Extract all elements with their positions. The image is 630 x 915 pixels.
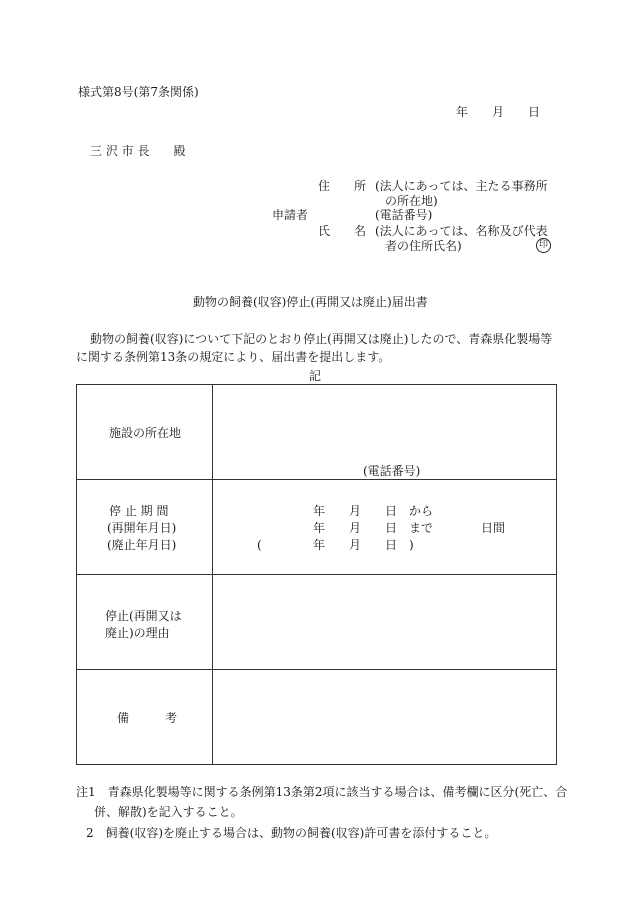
period-label-cell [77, 480, 213, 575]
document-title: 動物の飼養(収容)停止(再開又は廃止)届出書 [193, 295, 428, 309]
period-value-cell[interactable] [213, 480, 557, 575]
form-number: 様式第8号(第7条関係) [78, 85, 199, 99]
seal-mark-icon [536, 237, 551, 253]
table-row [77, 575, 557, 670]
period-days: 日間 [481, 521, 506, 535]
reason-label-1: 停止(再開又は [105, 609, 182, 623]
facility-location-label: 施設の所在地 [109, 426, 182, 440]
remarks-value-cell[interactable] [213, 670, 557, 765]
address-label: 住 所 [318, 179, 367, 193]
period-to: 年 月 日 まで [313, 521, 434, 535]
period-label-1: 停 止 期 間 [109, 504, 169, 518]
period-label-2: (再開年月日) [107, 521, 177, 535]
body-line-2: に関する条例第13条の規定により、届出書を提出します。 [76, 350, 391, 364]
seal-text: 印 [536, 238, 551, 253]
name-note-2: 者の住所氏名) [385, 239, 462, 253]
name-note-1: (法人にあっては、名称及び代表 [375, 224, 548, 238]
period-paren-open: ( [257, 538, 262, 552]
table-row [77, 480, 557, 575]
address-note-1: (法人にあっては、主たる事務所 [375, 179, 548, 193]
facility-location-label-cell [77, 385, 213, 480]
note-2: 2 飼養(収容)を廃止する場合は、動物の飼養(収容)許可書を添付すること。 [86, 826, 497, 840]
form-table [76, 384, 557, 765]
addressee: 三 沢 市 長 殿 [90, 144, 186, 158]
reason-label-cell [77, 575, 213, 670]
body-line-1: 動物の飼養(収容)について下記のとおり停止(再開又は廃止)したので、青森県化製場等 [90, 332, 553, 346]
remarks-label: 備 考 [117, 711, 178, 725]
facility-phone-label: (電話番号) [363, 464, 421, 478]
ki-heading: 記 [309, 369, 322, 383]
date-line: 年 月 日 [456, 105, 541, 119]
note-1-line-1: 注1 青森県化製場等に関する条例第13条第2項に該当する場合は、備考欄に区分(死亡、合 [76, 785, 568, 799]
name-label: 氏 名 [318, 224, 367, 238]
remarks-label-cell [77, 670, 213, 765]
reason-label-2: 廃止)の理由 [105, 626, 170, 640]
applicant-label: 申請者 [272, 208, 309, 222]
period-label-3: (廃止年月日) [107, 538, 177, 552]
facility-location-value-cell[interactable] [213, 385, 557, 480]
reason-value-cell[interactable] [213, 575, 557, 670]
period-alt-date: 年 月 日 ) [313, 538, 414, 552]
table-row [77, 385, 557, 480]
table-row [77, 670, 557, 765]
address-note-2: の所在地) [385, 194, 438, 208]
note-1-line-2: 併、解散)を記入すること。 [94, 805, 243, 819]
period-from: 年 月 日 から [313, 504, 434, 518]
phone-label: (電話番号) [375, 208, 433, 222]
